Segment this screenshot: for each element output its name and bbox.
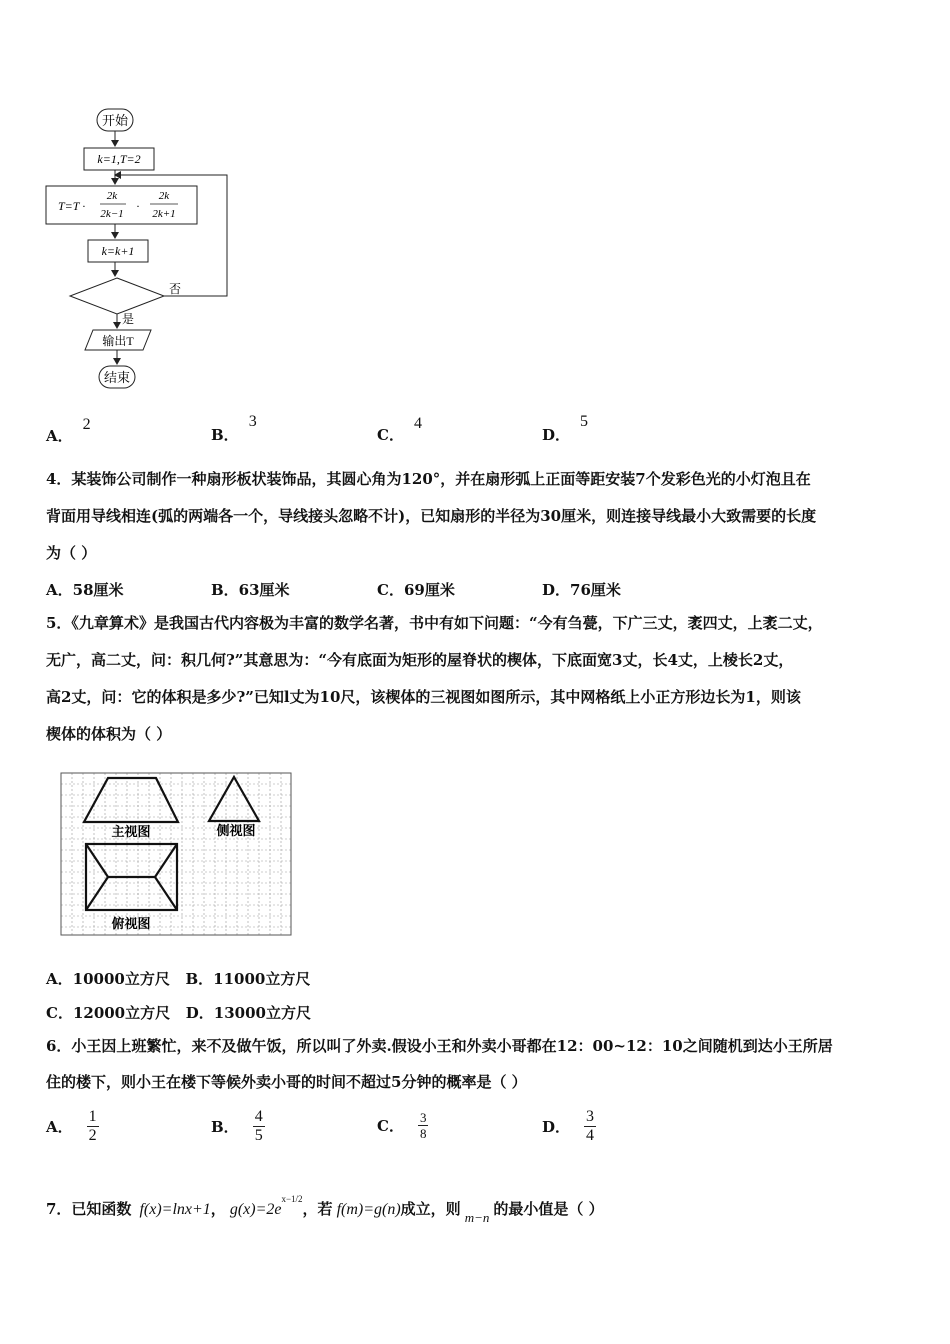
q4-option-b: B．63厘米 <box>211 581 290 599</box>
front-view-label: 主视图 <box>111 824 151 839</box>
top-view-shape <box>86 844 177 910</box>
q7-comma: ， <box>210 1200 226 1218</box>
q7-f-definition: f(x)=lnx+1 <box>139 1201 211 1218</box>
top-view-label: 俯视图 <box>111 916 151 931</box>
q3-option-b-value: 3 <box>248 413 257 430</box>
q7-suffix: 的最小值是（ ） <box>493 1200 604 1218</box>
q7-g-exponent: x−1/2 <box>281 1194 303 1204</box>
q6-line-2: 住的楼下，则小王在楼下等候外卖小哥的时间不超过5分钟的概率是（ ） <box>46 1073 527 1091</box>
flow-init-text: k=1,T=2 <box>97 152 141 166</box>
q6-option-c-letter: C． <box>377 1117 404 1135</box>
q6-option-d-letter: D． <box>542 1118 571 1136</box>
q6-option-b-num: 4 <box>254 1108 263 1125</box>
q3-option-d-letter: D． <box>542 426 571 444</box>
flow-frac2-den: 2k+1 <box>152 208 176 220</box>
q6-option-d-den: 4 <box>586 1127 595 1144</box>
q4-option-a: A．58厘米 <box>46 581 124 599</box>
side-view-label: 侧视图 <box>216 823 256 838</box>
q3-option-b-letter: B． <box>211 426 239 444</box>
q3-option-c <box>377 412 422 444</box>
q5-line-3: 高2丈，问：它的体积是多少?”已知l丈为10尺，该楔体的三视图如图所示，其中网格纸上小正方形边长为1，则该 <box>46 688 801 706</box>
q3-option-d-value: 5 <box>580 413 589 430</box>
q6-option-b <box>211 1108 265 1145</box>
q6-option-a-num: 1 <box>88 1108 97 1125</box>
q6-option-a <box>46 1108 99 1145</box>
three-view-figure <box>58 770 294 940</box>
flow-decision-node <box>70 278 164 314</box>
q5-options-row-1: A．10000立方尺 B．11000立方尺 <box>46 970 311 988</box>
q4-line-2: 背面用导线相连(弧的两端各一个，导线接头忽略不计)，已知扇形的半径为30厘米，则连接导线最小大致需要的长度 <box>46 507 817 525</box>
q6-option-d <box>542 1108 596 1145</box>
q3-option-a <box>46 413 91 445</box>
flow-frac1-num: 2k <box>106 190 118 202</box>
q7-prefix: 7．已知函数 <box>46 1200 132 1218</box>
q3-option-c-letter: C． <box>377 426 404 444</box>
q4-option-d: D．76厘米 <box>542 581 621 599</box>
q4-line-1: 4．某装饰公司制作一种扇形板状装饰品，其圆心角为120°，并在扇形弧上正面等距安装7个发彩色光的小灯泡且在 <box>46 470 811 488</box>
q5-line-1: 5．《九章算术》是我国古代内容极为丰富的数学名著，书中有如下问题：“今有刍甍，下广三丈，袤四丈，上袤二丈， <box>46 614 823 632</box>
flow-yes-label: 是 <box>122 312 135 326</box>
q7-expression: m−n <box>464 1210 490 1225</box>
q7-line <box>46 1194 604 1225</box>
flow-frac2-num: 2k <box>158 190 170 202</box>
q6-option-d-num: 3 <box>586 1108 595 1125</box>
q5-line-4: 楔体的体积为（ ） <box>46 725 172 743</box>
q3-option-a-letter: A． <box>46 427 73 445</box>
q7-condition: f(m)=g(n) <box>336 1201 401 1218</box>
q5-line-2: 无广，高二丈，问：积几何?”其意思为：“今有底面为矩形的屋脊状的楔体，下底面宽3丈，长4丈，上棱长2丈， <box>46 651 794 669</box>
flow-output-text: 输出T <box>102 334 134 348</box>
flowchart <box>40 100 240 400</box>
flow-frac1-den: 2k−1 <box>100 208 124 220</box>
q6-option-c <box>377 1110 428 1141</box>
q5-options-row-2: C．12000立方尺 D．13000立方尺 <box>46 1004 311 1022</box>
flow-dot: · <box>136 199 140 213</box>
q4-line-3: 为（ ） <box>46 544 97 562</box>
flow-increment-text: k=k+1 <box>101 244 135 258</box>
q3-option-c-value: 4 <box>413 415 422 432</box>
q6-option-c-den: 8 <box>419 1126 427 1141</box>
q6-option-b-letter: B． <box>211 1118 239 1136</box>
q7-g-definition: g(x)=2e <box>229 1201 282 1218</box>
flow-process-lhs: T=T · <box>58 199 86 213</box>
q4-option-c: C．69厘米 <box>377 581 455 599</box>
q7-middle: ，若 <box>302 1200 333 1218</box>
q6-option-b-den: 5 <box>254 1127 263 1144</box>
q3-option-b <box>211 410 257 444</box>
q6-option-a-letter: A． <box>46 1118 73 1136</box>
q3-option-d <box>542 410 589 444</box>
flow-end-text: 结束 <box>103 370 131 385</box>
q6-option-c-num: 3 <box>419 1110 427 1125</box>
side-view-shape <box>209 777 259 821</box>
q6-option-a-den: 2 <box>88 1127 97 1144</box>
flow-no-label: 否 <box>169 282 182 296</box>
q6-line-1: 6．小王因上班繁忙，来不及做午饭，所以叫了外卖.假设小王和外卖小哥都在12：00~12：10之间随机到达小王所居 <box>46 1037 833 1055</box>
q7-middle-2: 成立，则 <box>400 1200 461 1218</box>
q3-option-a-value: 2 <box>82 416 91 433</box>
flow-start-text: 开始 <box>101 113 129 128</box>
front-view-shape <box>84 778 178 822</box>
